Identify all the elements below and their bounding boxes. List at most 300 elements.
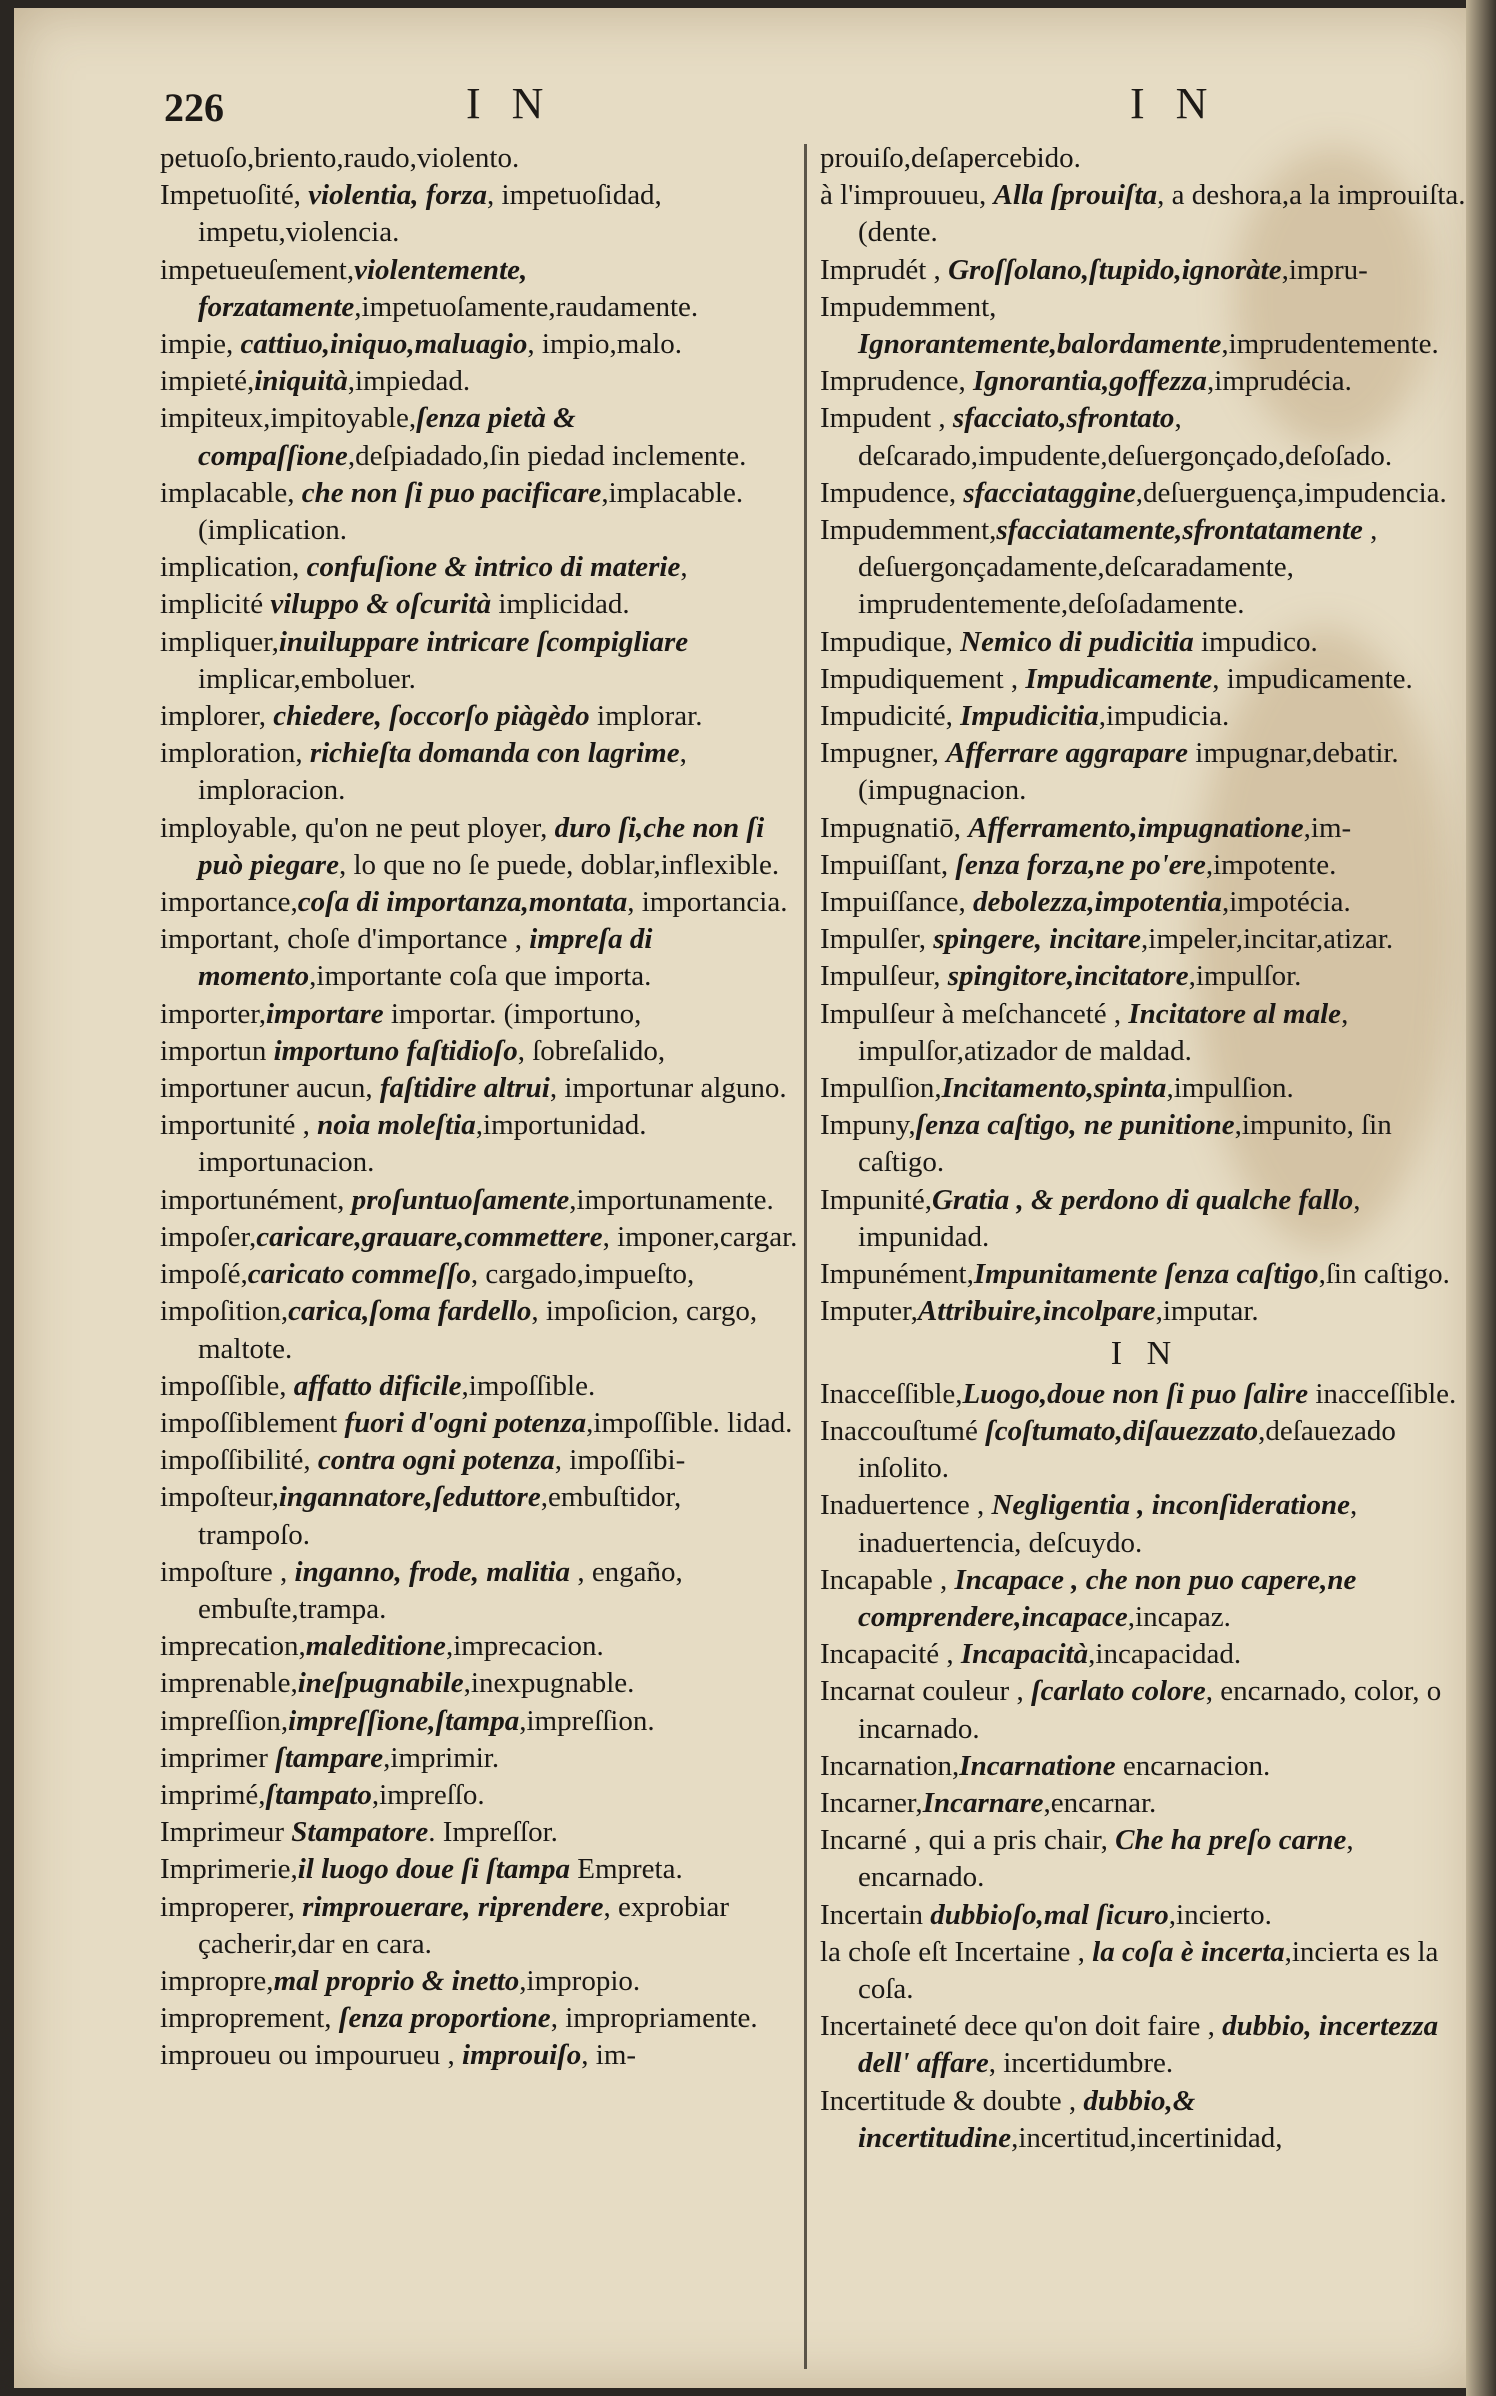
dictionary-entry: [160, 624, 798, 698]
dictionary-entry: [820, 958, 1470, 995]
entry-italian: Impudicamente: [1025, 662, 1213, 695]
entry-headword: imprenable,: [160, 1667, 298, 1700]
entry-italian: Alla ſprouiſta: [993, 179, 1158, 212]
entry-spanish: , impetuoſidad, impetu,violencia.: [198, 179, 662, 249]
dictionary-entry: [160, 1219, 798, 1256]
entry-spanish: ,ſin caſtigo.: [1318, 1258, 1450, 1291]
dictionary-entry: [820, 698, 1470, 735]
entry-headword: Impudique,: [820, 625, 961, 658]
entry-spanish: ,incierto.: [1168, 1898, 1272, 1931]
entry-headword: Inaccouſtumé: [820, 1414, 986, 1447]
entry-spanish: , encarnado, color, o incarnado.: [858, 1675, 1442, 1745]
dictionary-entry: [160, 1963, 798, 2000]
dictionary-entry: [820, 1413, 1470, 1487]
dictionary-entry: [820, 1070, 1470, 1107]
entry-spanish: prouiſo,deſapercebido.: [820, 142, 1081, 174]
dictionary-entry: [160, 1628, 798, 1665]
entry-italian: debolezza,impotentia: [973, 886, 1222, 919]
dictionary-entry: [820, 1487, 1470, 1561]
dictionary-entry: [820, 921, 1470, 958]
entry-italian: ſenza caſtigo, ne punitione: [915, 1109, 1235, 1142]
entry-italian: importuno faſtidioſo: [273, 1034, 518, 1067]
dictionary-entry: [160, 1070, 798, 1107]
entry-italian: Gratia , & perdono di qualche fallo: [931, 1183, 1354, 1216]
dictionary-entry: [820, 624, 1470, 661]
entry-italian: affatto dificile: [293, 1369, 462, 1402]
entry-spanish: ,impetuoſamente,raudamente.: [354, 290, 699, 323]
entry-spanish: , exprobiar çacherir,dar en cara.: [198, 1890, 730, 1960]
entry-headword: importance,: [160, 886, 298, 919]
dictionary-entry: [820, 400, 1470, 474]
entry-spanish: , a deshora,a la improuiſta. (dente.: [858, 179, 1466, 249]
entry-italian: dubbio, incertezza dell' affare: [858, 2010, 1439, 2080]
dictionary-entry: [820, 996, 1470, 1070]
right-column: [820, 140, 1470, 2157]
entry-spanish: , cargado,impueſto,: [470, 1258, 695, 1291]
entry-headword: Inaduertence ,: [820, 1489, 992, 1522]
entry-headword: Incarnation,: [820, 1749, 960, 1782]
dictionary-entry: [160, 1777, 798, 1814]
dictionary-entry: [160, 326, 798, 363]
entry-italian: ſtampare: [275, 1741, 384, 1774]
dictionary-entry: [160, 1479, 798, 1553]
entry-italian: mal proprio & inetto: [273, 1964, 520, 1997]
entry-italian: chiedere, ſoccorſo piàgèdo: [273, 700, 590, 733]
entry-italian: Afferramento,impugnatione: [968, 811, 1304, 844]
entry-spanish: impudico.: [1193, 625, 1318, 658]
dictionary-entry: [820, 1822, 1470, 1896]
entry-italian: sfacciataggine: [963, 476, 1136, 509]
entry-headword: Inacceſſible,: [820, 1377, 963, 1410]
entry-headword: Impetuoſité,: [160, 179, 309, 212]
book-page: [14, 8, 1480, 2388]
entry-spanish: ,impunito, ſin caſtigo.: [858, 1109, 1392, 1179]
entry-headword: imprimer: [160, 1741, 276, 1774]
entry-headword: importunité ,: [160, 1109, 318, 1142]
entry-headword: impoſer,: [160, 1220, 257, 1253]
entry-spanish: ,: [680, 551, 688, 584]
dictionary-entry: [160, 586, 798, 623]
entry-spanish: ,imprimir.: [383, 1741, 500, 1774]
entry-spanish: ,incapaz.: [1127, 1600, 1231, 1633]
dictionary-entry: [160, 1740, 798, 1777]
entry-italian: Afferrare aggrapare: [946, 737, 1189, 770]
entry-headword: impoſſiblement: [160, 1406, 345, 1439]
entry-spanish: implicar,emboluer.: [198, 662, 416, 695]
entry-headword: la choſe eſt Incertaine ,: [820, 1935, 1093, 1968]
left-column: [160, 140, 798, 2075]
dictionary-entry: [160, 2037, 798, 2074]
dictionary-entry: [160, 996, 798, 1033]
entry-spanish: . Impreſſor.: [428, 1816, 558, 1849]
entry-spanish: ,imprecacion.: [445, 1630, 604, 1663]
entry-headword: Impulſion,: [820, 1072, 942, 1105]
entry-headword: implorer,: [160, 700, 274, 733]
entry-italian: Impudicitia: [960, 700, 1099, 733]
entry-italian: Negligentia , inconſideratione: [991, 1489, 1350, 1522]
entry-headword: Imprimeur: [160, 1816, 292, 1849]
dictionary-entry: [820, 847, 1470, 884]
dictionary-entry: [820, 512, 1470, 624]
dictionary-entry: [160, 140, 798, 177]
entry-spanish: ,incapacidad.: [1088, 1638, 1242, 1671]
dictionary-entry: [160, 1405, 798, 1442]
entry-spanish: ,inexpugnable.: [463, 1667, 635, 1700]
entry-headword: impliquer,: [160, 625, 279, 658]
entry-spanish: , impio,malo.: [527, 328, 683, 361]
entry-italian: caricato commeſſo: [247, 1258, 471, 1291]
entry-italian: il luogo doue ſi ſtampa: [297, 1853, 570, 1886]
entry-headword: Impuiſſant,: [820, 848, 956, 881]
entry-spanish: ,deſuerguença,impudencia.: [1135, 476, 1447, 509]
section-heading: I N: [1110, 1334, 1180, 1372]
dictionary-entry: [160, 1256, 798, 1293]
entry-spanish: inacceſſible.: [1308, 1377, 1457, 1410]
entry-italian: Incapace , che non puo capere,ne comprendere,incapace: [858, 1563, 1357, 1633]
entry-spanish: ,encarnar.: [1043, 1786, 1157, 1819]
entry-italian: impreſa di momento: [198, 923, 653, 993]
entry-headword: Impulſer,: [820, 923, 934, 956]
entry-italian: Incapacità: [960, 1638, 1089, 1671]
entry-spanish: ,incierta es la coſa.: [858, 1935, 1439, 2005]
entry-spanish: ,embuſtidor, trampoſo.: [198, 1481, 682, 1551]
entry-italian: ſenza proportione: [338, 2002, 551, 2035]
entry-headword: improueu ou impourueu ,: [160, 2039, 463, 2072]
entry-headword: Impudence,: [820, 476, 964, 509]
entry-spanish: implicidad.: [491, 588, 630, 621]
dictionary-entry: [160, 884, 798, 921]
dictionary-entry: [820, 1107, 1470, 1181]
dictionary-entry: [160, 475, 798, 549]
dictionary-entry: [820, 1748, 1470, 1785]
entry-headword: importun: [160, 1034, 274, 1067]
entry-italian: ſcarlato colore: [1030, 1675, 1206, 1708]
entry-spanish: , engaño, embuſte,trampa.: [198, 1555, 683, 1625]
entry-headword: Imputer,: [820, 1295, 918, 1328]
entry-spanish: , encarnado.: [858, 1824, 1354, 1894]
entry-italian: ineſpugnabile: [297, 1667, 464, 1700]
entry-headword: impoſé,: [160, 1258, 248, 1291]
entry-italian: Ignorantia,goffezza: [973, 365, 1207, 398]
entry-spanish: ,deſauezado inſolito.: [858, 1414, 1396, 1485]
entry-spanish: ,impreſſion.: [519, 1704, 655, 1737]
entry-italian: violentia, forza: [308, 179, 488, 212]
entry-headword: impreſſion,: [160, 1704, 289, 1737]
entry-italian: dubbioſo,mal ſicuro: [930, 1898, 1169, 1931]
column-divider: [804, 144, 807, 2369]
entry-headword: Impunité,: [820, 1183, 932, 1216]
entry-headword: Impudent ,: [820, 402, 953, 435]
entry-italian: viluppo & oſcurità: [270, 588, 492, 621]
entry-spanish: , incertidumbre.: [988, 2047, 1174, 2080]
entry-italian: Incarnare: [922, 1786, 1044, 1819]
dictionary-entry: [160, 698, 798, 735]
book-gutter: [1466, 0, 1496, 2396]
dictionary-entry: [160, 921, 798, 995]
dictionary-entry: [820, 1376, 1470, 1413]
entry-italian: Ignorantemente,balordamente: [858, 328, 1222, 361]
entry-headword: imploration,: [160, 737, 310, 770]
running-head-right: I N: [1130, 79, 1218, 128]
dictionary-entry: [160, 177, 798, 251]
dictionary-entry: [160, 1182, 798, 1219]
entry-italian: sfacciatamente,sfrontatamente: [996, 514, 1363, 547]
entry-headword: à l'improuueu,: [820, 179, 994, 212]
entry-headword: imprecation,: [160, 1630, 306, 1663]
entry-headword: Impudicité,: [820, 700, 961, 733]
entry-spanish: Empreta.: [570, 1853, 683, 1886]
dictionary-entry: [820, 177, 1470, 251]
page-header: [14, 74, 1480, 134]
entry-headword: impoſſible,: [160, 1369, 294, 1402]
entry-italian: spingitore,incitatore: [947, 960, 1189, 993]
entry-headword: imprimé,: [160, 1778, 266, 1811]
entry-spanish: , inaduertencia, deſcuydo.: [858, 1489, 1358, 1559]
entry-spanish: , impunidad.: [858, 1183, 1361, 1253]
dictionary-entry: [160, 363, 798, 400]
dictionary-entry: [820, 1673, 1470, 1747]
entry-spanish: ,incertitud,incertinidad,: [1011, 2121, 1283, 2154]
entry-italian: sfacciato,sfrontato: [952, 402, 1175, 435]
entry-headword: impropre,: [160, 1964, 274, 1997]
entry-spanish: ,imprudentemente.: [1221, 328, 1439, 361]
entry-italian: inuiluppare intricare ſcompigliare: [278, 625, 689, 658]
entry-spanish: ,impulſion.: [1166, 1072, 1294, 1105]
entry-italian: noia moleſtia: [317, 1109, 476, 1142]
dictionary-entry: [820, 140, 1470, 177]
entry-italian: che non ſi puo pacificare: [301, 476, 602, 509]
entry-headword: impiteux,impitoyable,: [160, 402, 417, 435]
entry-spanish: , importunar alguno.: [549, 1072, 787, 1105]
entry-headword: Incarner,: [820, 1786, 923, 1819]
entry-headword: importunément,: [160, 1183, 352, 1216]
running-head-left: I N: [466, 79, 554, 128]
entry-spanish: ,impeler,incitar,atizar.: [1141, 923, 1394, 956]
entry-headword: Incertaineté dece qu'on doit faire ,: [820, 2010, 1223, 2043]
dictionary-entry: [820, 661, 1470, 698]
entry-italian: dubbio,& incertitudine: [858, 2084, 1196, 2154]
entry-italian: spingere, incitare: [933, 923, 1142, 956]
entry-italian: Nemico di pudicitia: [960, 625, 1194, 658]
entry-headword: Incarnat couleur ,: [820, 1675, 1031, 1708]
entry-spanish: ,importunamente.: [569, 1183, 774, 1216]
entry-headword: importuner aucun,: [160, 1072, 380, 1105]
dictionary-entry: [160, 1851, 798, 1888]
entry-headword: Impudiquement ,: [820, 662, 1026, 695]
dictionary-entry: [160, 400, 798, 474]
entry-headword: Impugner,: [820, 737, 947, 770]
dictionary-entry: [820, 252, 1470, 289]
dictionary-entry: [160, 1368, 798, 1405]
entry-spanish: , impoſicion, cargo, maltote.: [198, 1295, 758, 1365]
dictionary-entry: [160, 735, 798, 809]
entry-italian: Che ha preſo carne: [1115, 1824, 1347, 1857]
entry-spanish: implorar.: [589, 700, 703, 733]
entry-italian: Incitamento,spinta: [941, 1072, 1167, 1105]
dictionary-entry: [820, 1785, 1470, 1822]
entry-spanish: ,im-: [1303, 811, 1352, 844]
entry-italian: la coſa è incerta: [1092, 1935, 1285, 1968]
entry-headword: implicité: [160, 588, 271, 621]
entry-italian: Groſſolano,ſtupido,ignoràte: [948, 253, 1282, 286]
entry-headword: importer,: [160, 997, 266, 1030]
dictionary-entry: [160, 1554, 798, 1628]
dictionary-entry: [820, 735, 1470, 809]
entry-headword: impetueuſement,: [160, 253, 355, 286]
entry-italian: cattiuo,iniquo,maluagio: [240, 328, 528, 361]
entry-italian: ſtampato: [265, 1778, 372, 1811]
dictionary-entry: [820, 2008, 1470, 2082]
entry-spanish: , deſcarado,impudente,deſuergonçado,deſoſado.: [858, 402, 1393, 472]
entry-italian: carica,ſoma fardello: [288, 1295, 532, 1328]
entry-spanish: ,impreſſo.: [371, 1778, 485, 1811]
entry-italian: Incarnatione: [959, 1749, 1116, 1782]
entry-spanish: ,impotente.: [1205, 848, 1337, 881]
entry-headword: Incapable ,: [820, 1563, 955, 1596]
entry-spanish: petuoſo,briento,raudo,violento.: [160, 142, 520, 174]
entry-italian: Attribuire,incolpare: [917, 1295, 1156, 1328]
entry-spanish: ,impiedad.: [347, 365, 471, 398]
dictionary-entry: [160, 1107, 798, 1181]
entry-headword: imployable, qu'on ne peut ployer,: [160, 811, 555, 844]
entry-headword: Imprudence,: [820, 365, 973, 398]
dictionary-entry: [820, 475, 1470, 512]
entry-italian: rimprouerare, riprendere: [302, 1890, 604, 1923]
dictionary-entry: [160, 1814, 798, 1851]
dictionary-entry: [160, 1442, 798, 1479]
entry-headword: Impudemment,: [820, 514, 997, 547]
dictionary-entry: [820, 884, 1470, 921]
entry-spanish: ,importunidad. importunacion.: [198, 1109, 647, 1179]
entry-spanish: ,imprudécia.: [1206, 365, 1352, 398]
entry-italian: caricare,grauare,commettere: [256, 1220, 603, 1253]
dictionary-entry: [820, 2083, 1470, 2157]
dictionary-entry: [160, 1293, 798, 1367]
dictionary-entry: [160, 1703, 798, 1740]
entry-italian: ſenza pietà & compaſſione: [198, 402, 576, 472]
entry-headword: impieté,: [160, 365, 255, 398]
dictionary-entry: [820, 1256, 1470, 1293]
entry-headword: implication,: [160, 551, 307, 584]
entry-spanish: ,imputar.: [1155, 1295, 1259, 1328]
entry-spanish: importar. (importuno,: [383, 997, 642, 1030]
dictionary-entry: [160, 810, 798, 884]
entry-italian: ſenza forza,ne po'ere: [955, 848, 1206, 881]
entry-italian: confuſione & intrico di materie: [306, 551, 681, 584]
entry-headword: Impudemment,: [820, 290, 997, 323]
entry-headword: Impuny,: [820, 1109, 916, 1142]
dictionary-entry: [820, 1293, 1470, 1330]
entry-italian: ſcoſtumato,diſauezzato: [985, 1414, 1259, 1447]
entry-italian: iniquità: [254, 365, 348, 398]
dictionary-entry: [160, 549, 798, 586]
entry-spanish: ,impru-: [1281, 253, 1368, 286]
entry-italian: duro ſi,che non ſi può piegare: [198, 811, 765, 881]
entry-italian: Luogo,doue non ſi puo ſalire: [962, 1377, 1309, 1410]
entry-italian: ingannatore,ſeduttore: [278, 1481, 541, 1514]
entry-headword: Impunément,: [820, 1258, 974, 1291]
entry-headword: impoſture ,: [160, 1555, 295, 1588]
entry-spanish: , lo que no ſe puede, doblar,inflexible.: [338, 848, 780, 881]
entry-italian: improuiſo: [462, 2039, 582, 2072]
entry-headword: Incapacité ,: [820, 1638, 961, 1671]
dictionary-entry: [160, 252, 798, 326]
dictionary-entry: [160, 1889, 798, 1963]
entry-spanish: , im-: [581, 2039, 637, 2072]
entry-italian: Incitatore al male: [1128, 997, 1342, 1030]
entry-spanish: impugnar,debatir. (impugnacion.: [858, 737, 1399, 807]
entry-spanish: , impulſor,atizador de maldad.: [858, 997, 1349, 1067]
entry-headword: impie,: [160, 328, 241, 361]
entry-spanish: , impoſſibi-: [554, 1444, 686, 1477]
entry-spanish: , impudicamente.: [1212, 662, 1413, 695]
entry-headword: Impugnatiō,: [820, 811, 969, 844]
dictionary-entry: [160, 1665, 798, 1702]
dictionary-entry: [820, 1562, 1470, 1636]
entry-italian: Stampatore: [291, 1816, 429, 1849]
entry-italian: fuori d'ogni potenza: [344, 1406, 587, 1439]
entry-headword: impoſteur,: [160, 1481, 279, 1514]
entry-headword: Incarné , qui a pris chair,: [820, 1824, 1116, 1857]
entry-headword: Imprimerie,: [160, 1853, 298, 1886]
entry-spanish: ,impoſſible. lidad.: [586, 1406, 793, 1439]
page-number: 226: [164, 85, 224, 130]
entry-spanish: ,impotécia.: [1221, 886, 1351, 919]
entry-spanish: ,implacable. (implication.: [198, 476, 744, 547]
entry-headword: Incertain: [820, 1898, 931, 1931]
entry-headword: improprement,: [160, 2002, 339, 2035]
entry-italian: inganno, frode, malitia: [294, 1555, 571, 1588]
entry-spanish: , imponer,cargar.: [602, 1220, 798, 1253]
dictionary-entry: [820, 1636, 1470, 1673]
entry-italian: contra ogni potenza: [317, 1444, 555, 1477]
dictionary-entry: [820, 1934, 1470, 2008]
entry-headword: Impuiſſance,: [820, 886, 974, 919]
entry-italian: impreſſione,ſtampa: [288, 1704, 520, 1737]
entry-italian: importare: [265, 997, 384, 1030]
entry-italian: violentemente, forzatamente: [198, 253, 528, 323]
dictionary-entry: [820, 1182, 1470, 1256]
entry-spanish: , impropriamente.: [550, 2002, 758, 2035]
entry-spanish: ,impoſſible.: [461, 1369, 596, 1402]
dictionary-entry: [820, 289, 1470, 363]
entry-headword: Impulſeur à meſchanceté ,: [820, 997, 1129, 1030]
entry-headword: impoſition,: [160, 1295, 289, 1328]
entry-spanish: ,impulſor.: [1188, 960, 1302, 993]
entry-spanish: ,impropio.: [519, 1964, 641, 1997]
entry-italian: coſa di importanza,montata: [297, 886, 628, 919]
entry-headword: implacable,: [160, 476, 302, 509]
dictionary-entry: [820, 810, 1470, 847]
entry-spanish: ,importante coſa que importa.: [309, 960, 652, 993]
dictionary-entry: [820, 363, 1470, 400]
entry-headword: Impulſeur,: [820, 960, 948, 993]
entry-spanish: , deſuergonçadamente,deſcaradamente, imprudentemente,deſoſadamente.: [858, 514, 1378, 621]
entry-headword: important, choſe d'importance ,: [160, 923, 530, 956]
entry-spanish: encarnacion.: [1115, 1749, 1271, 1782]
entry-spanish: , imploracion.: [198, 737, 687, 807]
entry-spanish: , ſobreſalido,: [517, 1034, 666, 1067]
entry-italian: Impunitamente ſenza caſtigo: [973, 1258, 1319, 1291]
entry-italian: richieſta domanda con lagrime: [309, 737, 680, 770]
entry-italian: proſuntuoſamente: [351, 1183, 570, 1216]
dictionary-entry: [820, 1897, 1470, 1934]
entry-headword: Incertitude & doubte ,: [820, 2084, 1084, 2117]
entry-spanish: ,deſpiadado,ſin piedad inclemente.: [347, 439, 747, 472]
entry-headword: impoſſibilité,: [160, 1444, 318, 1477]
entry-spanish: ,impudicia.: [1098, 700, 1230, 733]
entry-spanish: , importancia.: [627, 886, 788, 919]
